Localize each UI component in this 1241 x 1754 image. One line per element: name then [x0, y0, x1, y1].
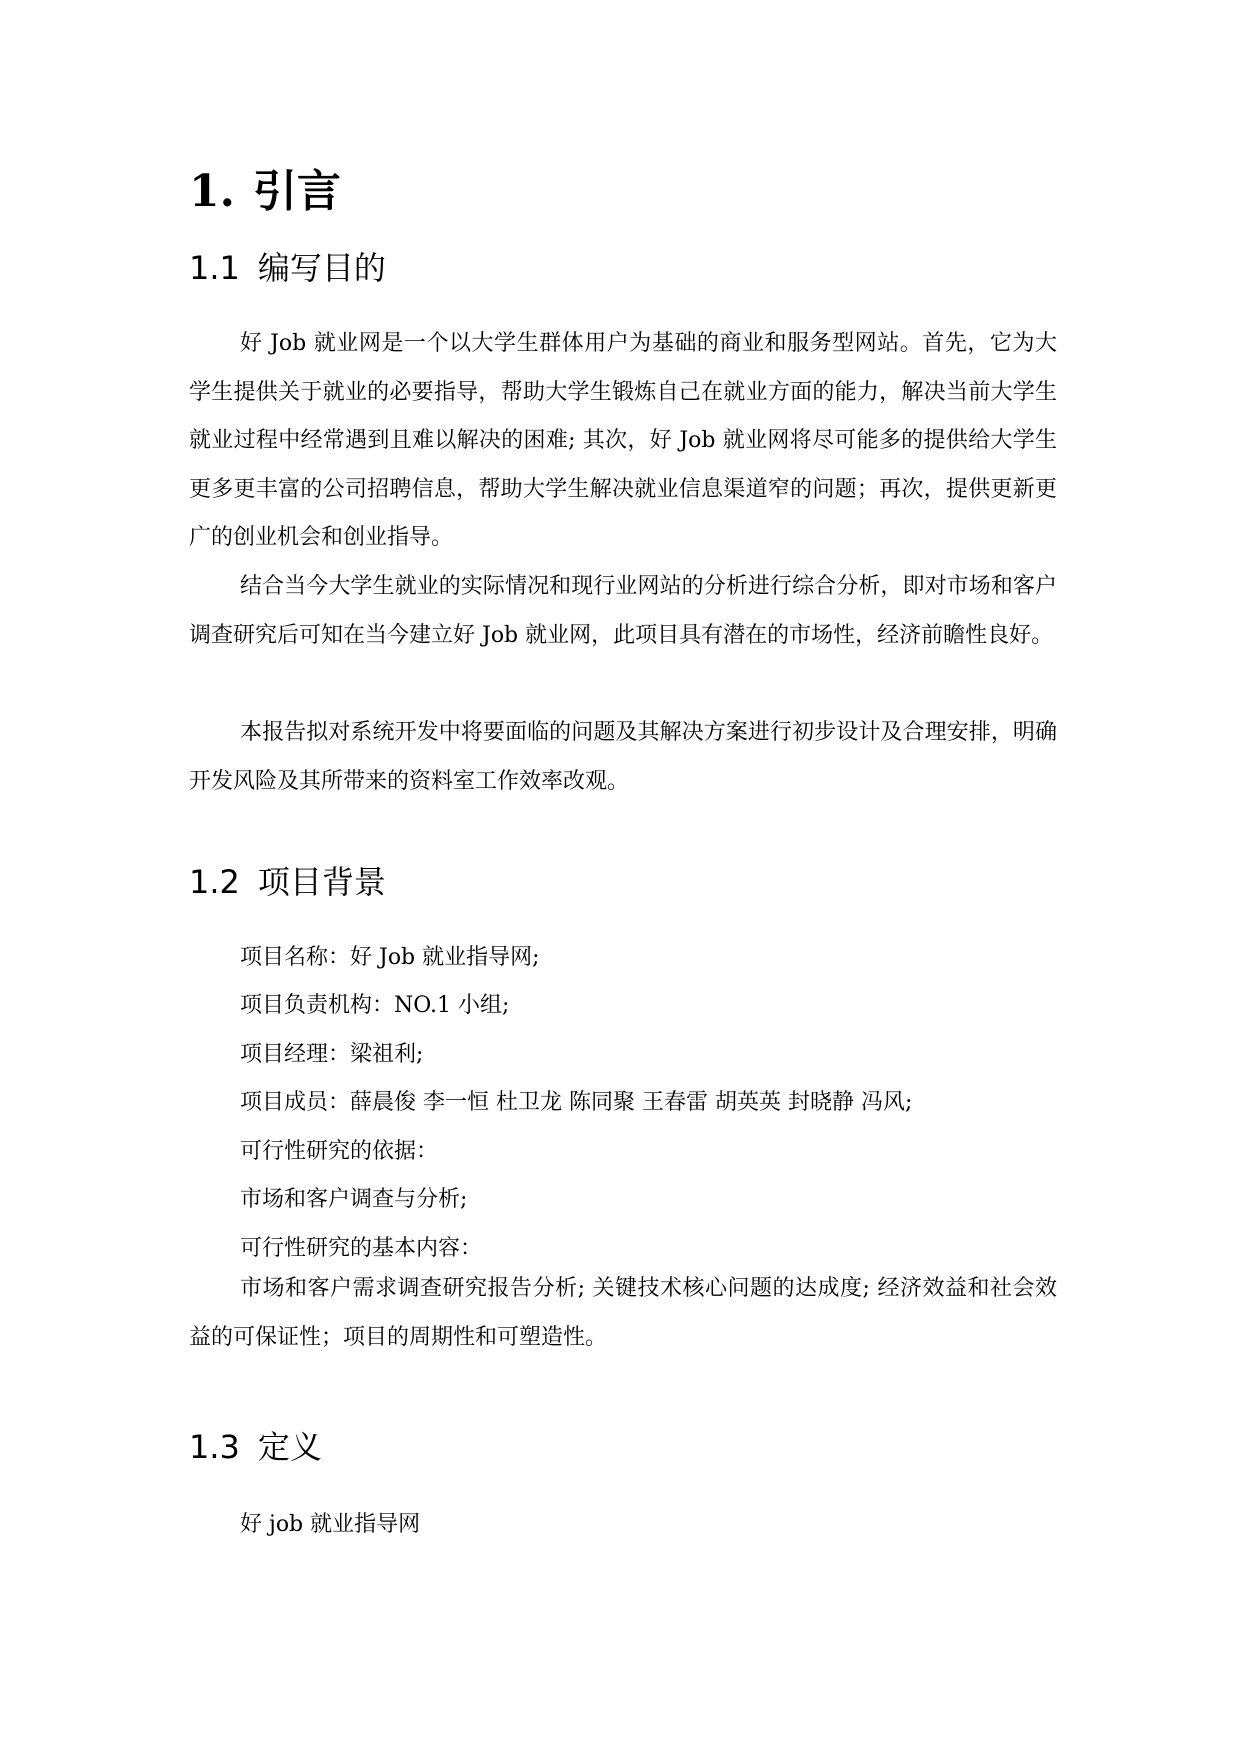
project-manager-line: 项目经理：梁祖利;	[240, 1042, 424, 1067]
section-number: 1.3	[189, 1428, 240, 1466]
chapter-number: 1.	[189, 166, 235, 217]
chapter-title: 引言	[252, 166, 341, 217]
paragraph-feasibility-content: 市场和客户需求调查研究报告分析; 关键技术核心问题的达成度; 经济效益和社会效益的可保证性；项目的周期性和可塑造性。	[189, 1276, 1057, 1350]
section-title: 编写目的	[257, 249, 386, 287]
section-title: 项目背景	[257, 863, 386, 901]
feasibility-basis-line: 可行性研究的依据：	[240, 1139, 439, 1164]
paragraph-purpose-3: 本报告拟对系统开发中将要面临的问题及其解决方案进行初步设计及合理安排，明确开发风险及其所带来的资料室工作效率改观。	[189, 720, 1057, 794]
section-heading-1-2	[189, 860, 386, 904]
section-title: 定义	[257, 1428, 322, 1466]
project-members-line: 项目成员：薛晨俊 李一恒 杜卫龙 陈同聚 王春雷 胡英英 封晓静 冯风;	[240, 1090, 913, 1115]
paragraph-purpose-1: 好 Job 就业网是一个以大学生群体用户为基础的商业和服务型网站。首先，它为大学生提供关于就业的必要指导，帮助大学生锻炼自己在就业方面的能力，解决当前大学生就业过程中经常遇到且难以解决的困难; 其次，好 Job 就业网将尽可能多的提供给大学生更多更丰富的公司招聘信息，帮助大学生解决就业信息渠道窄的问题；再次，提供更新更广的创业机会和创业指导。	[189, 331, 1057, 550]
chapter-heading	[189, 163, 341, 221]
project-name-line: 项目名称：好 Job 就业指导网;	[240, 945, 540, 970]
market-analysis-line: 市场和客户调查与分析;	[240, 1187, 468, 1212]
feasibility-content-line: 可行性研究的基本内容：	[240, 1236, 483, 1261]
section-heading-1-3	[189, 1425, 322, 1469]
paragraph-purpose-2: 结合当今大学生就业的实际情况和现行业网站的分析进行综合分析，即对市场和客户调查研究后可知在当今建立好 Job 就业网，此项目具有潜在的市场性，经济前瞻性良好。	[189, 574, 1057, 648]
definition-line: 好 job 就业指导网	[240, 1512, 421, 1537]
project-org-line: 项目负责机构：NO.1 小组;	[240, 993, 510, 1018]
section-number: 1.2	[189, 863, 240, 901]
section-number: 1.1	[189, 249, 240, 287]
section-heading-1-1	[189, 246, 386, 290]
